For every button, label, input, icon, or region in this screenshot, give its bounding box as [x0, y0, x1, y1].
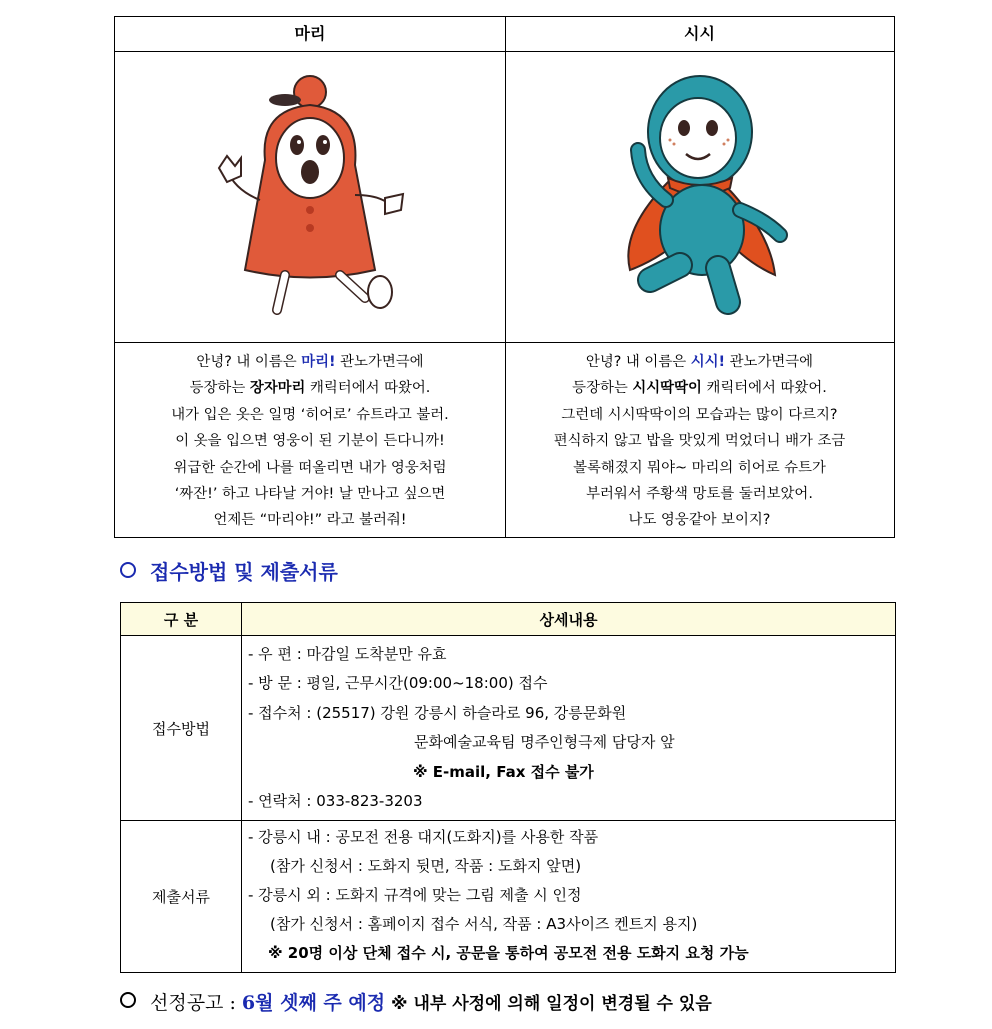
table-row-documents: [121, 821, 895, 972]
mari-illustration: [115, 52, 505, 343]
desc-line: [115, 349, 505, 375]
detail-line-recipient: 문화예술교육팀 명주인형극제 담당자 앞: [414, 733, 675, 752]
desc-text: 관노가면극에: [335, 354, 424, 370]
documents-details: [242, 821, 895, 972]
circle-bullet-icon: [120, 562, 136, 578]
reception-details: [242, 636, 895, 820]
desc-line: [505, 349, 894, 375]
desc-line: ‘짜잔!’ 하고 나타날 거야! 날 만나고 싶으면: [174, 486, 446, 503]
desc-text: 등장하는: [572, 380, 633, 397]
character-name-sisi: 시시: [505, 17, 894, 52]
desc-text: 안녕? 내 이름은: [196, 354, 302, 370]
detail-line-outside-city: - 강릉시 외 : 도화지 규격에 맞는 그림 제출 시 인정: [248, 886, 582, 904]
sisi-illustration: [505, 52, 894, 343]
desc-text: 캐릭터에서 따왔어.: [305, 380, 431, 397]
notice-warning: ※ 내부 사정에 의해 일정이 변경될 수 있음: [385, 994, 712, 1014]
desc-text: 등장하는: [189, 380, 250, 397]
detail-line-inside-city: - 강릉시 내 : 공모전 전용 대지(도화지)를 사용한 작품: [248, 828, 599, 846]
desc-line: 위급한 순간에 나를 떠올리면 내가 영웅처럼: [173, 459, 447, 476]
detail-line-address: - 접수처 : (25517) 강원 강릉시 하슬라로 96, 강릉문화원: [248, 703, 627, 722]
character-column-mari: [115, 17, 506, 537]
detail-line-contact: - 연락처 : 033-823-3203: [248, 792, 423, 811]
section-title: [120, 556, 338, 584]
desc-line: 이 옷을 입으면 영웅이 된 기분이 든다니까!: [175, 433, 445, 450]
detail-line-outside-city-note: (참가 신청서 : 홈페이지 접수 서식, 작품 : A3사이즈 켄트지 용지): [270, 915, 698, 933]
detail-line-visit: - 방 문 : 평일, 근무시간(09:00~18:00) 접수: [248, 674, 548, 693]
origin-character-name: 시시딱딱이: [632, 380, 702, 397]
origin-character-name: 장자마리: [249, 380, 306, 397]
desc-text: 안녕? 내 이름은: [585, 354, 691, 370]
detail-line-inside-city-note: (참가 신청서 : 도화지 뒷면, 작품 : 도화지 앞면): [270, 857, 582, 875]
desc-line: 부러워서 주황색 망토를 둘러보았어.: [586, 486, 813, 503]
selection-notice: [120, 988, 712, 1018]
header-category: 구 분: [121, 603, 242, 635]
desc-text: 관노가면극에: [725, 354, 814, 370]
detail-line-no-email-fax: ※ E-mail, Fax 접수 불가: [413, 762, 594, 781]
section-title-text: 접수방법 및 제출서류: [150, 560, 338, 584]
sisi-character-image: [600, 70, 800, 320]
character-name-highlight: 마리!: [301, 354, 336, 370]
detail-line-mail: - 우 편 : 마감일 도착분만 유효: [248, 645, 447, 663]
category-documents: 제출서류: [121, 821, 242, 972]
desc-line: 볼록해졌지 뭐야~ 마리의 히어로 슈트가: [573, 459, 826, 476]
circle-bullet-icon: [120, 992, 136, 1008]
desc-line: 그런데 시시딱딱이의 모습과는 많이 다르지?: [561, 406, 838, 423]
character-name-mari: 마리: [115, 17, 505, 52]
mari-character-image: [215, 70, 405, 320]
character-name-highlight: 시시!: [690, 354, 726, 370]
desc-line: [115, 375, 505, 401]
desc-text: 캐릭터에서 따왔어.: [701, 380, 827, 397]
category-reception: 접수방법: [121, 636, 242, 820]
table-row-reception: [121, 636, 895, 821]
desc-line: 언제든 “마리야!” 라고 불러줘!: [213, 512, 407, 529]
notice-date: 6월 셋째 주 예정: [241, 992, 386, 1014]
desc-line: [505, 375, 894, 401]
notice-label: 선정공고 :: [150, 992, 242, 1014]
character-description-sisi: [505, 343, 894, 534]
desc-line: 나도 영웅같아 보이지?: [628, 512, 771, 529]
character-table: [114, 16, 895, 538]
header-detail: 상세내용: [539, 610, 598, 629]
character-description-mari: [115, 343, 505, 534]
table-header-row: [121, 603, 895, 636]
desc-line: 편식하지 않고 밥을 맛있게 먹었더니 배가 조금: [553, 433, 846, 450]
desc-line: 내가 입은 옷은 일명 ‘히어로’ 슈트라고 불러.: [171, 406, 449, 423]
character-column-sisi: [505, 17, 894, 537]
detail-line-group-note: ※ 20명 이상 단체 접수 시, 공문을 통하여 공모전 전용 도화지 요청 가능: [268, 944, 749, 962]
submission-info-table: [120, 602, 896, 973]
